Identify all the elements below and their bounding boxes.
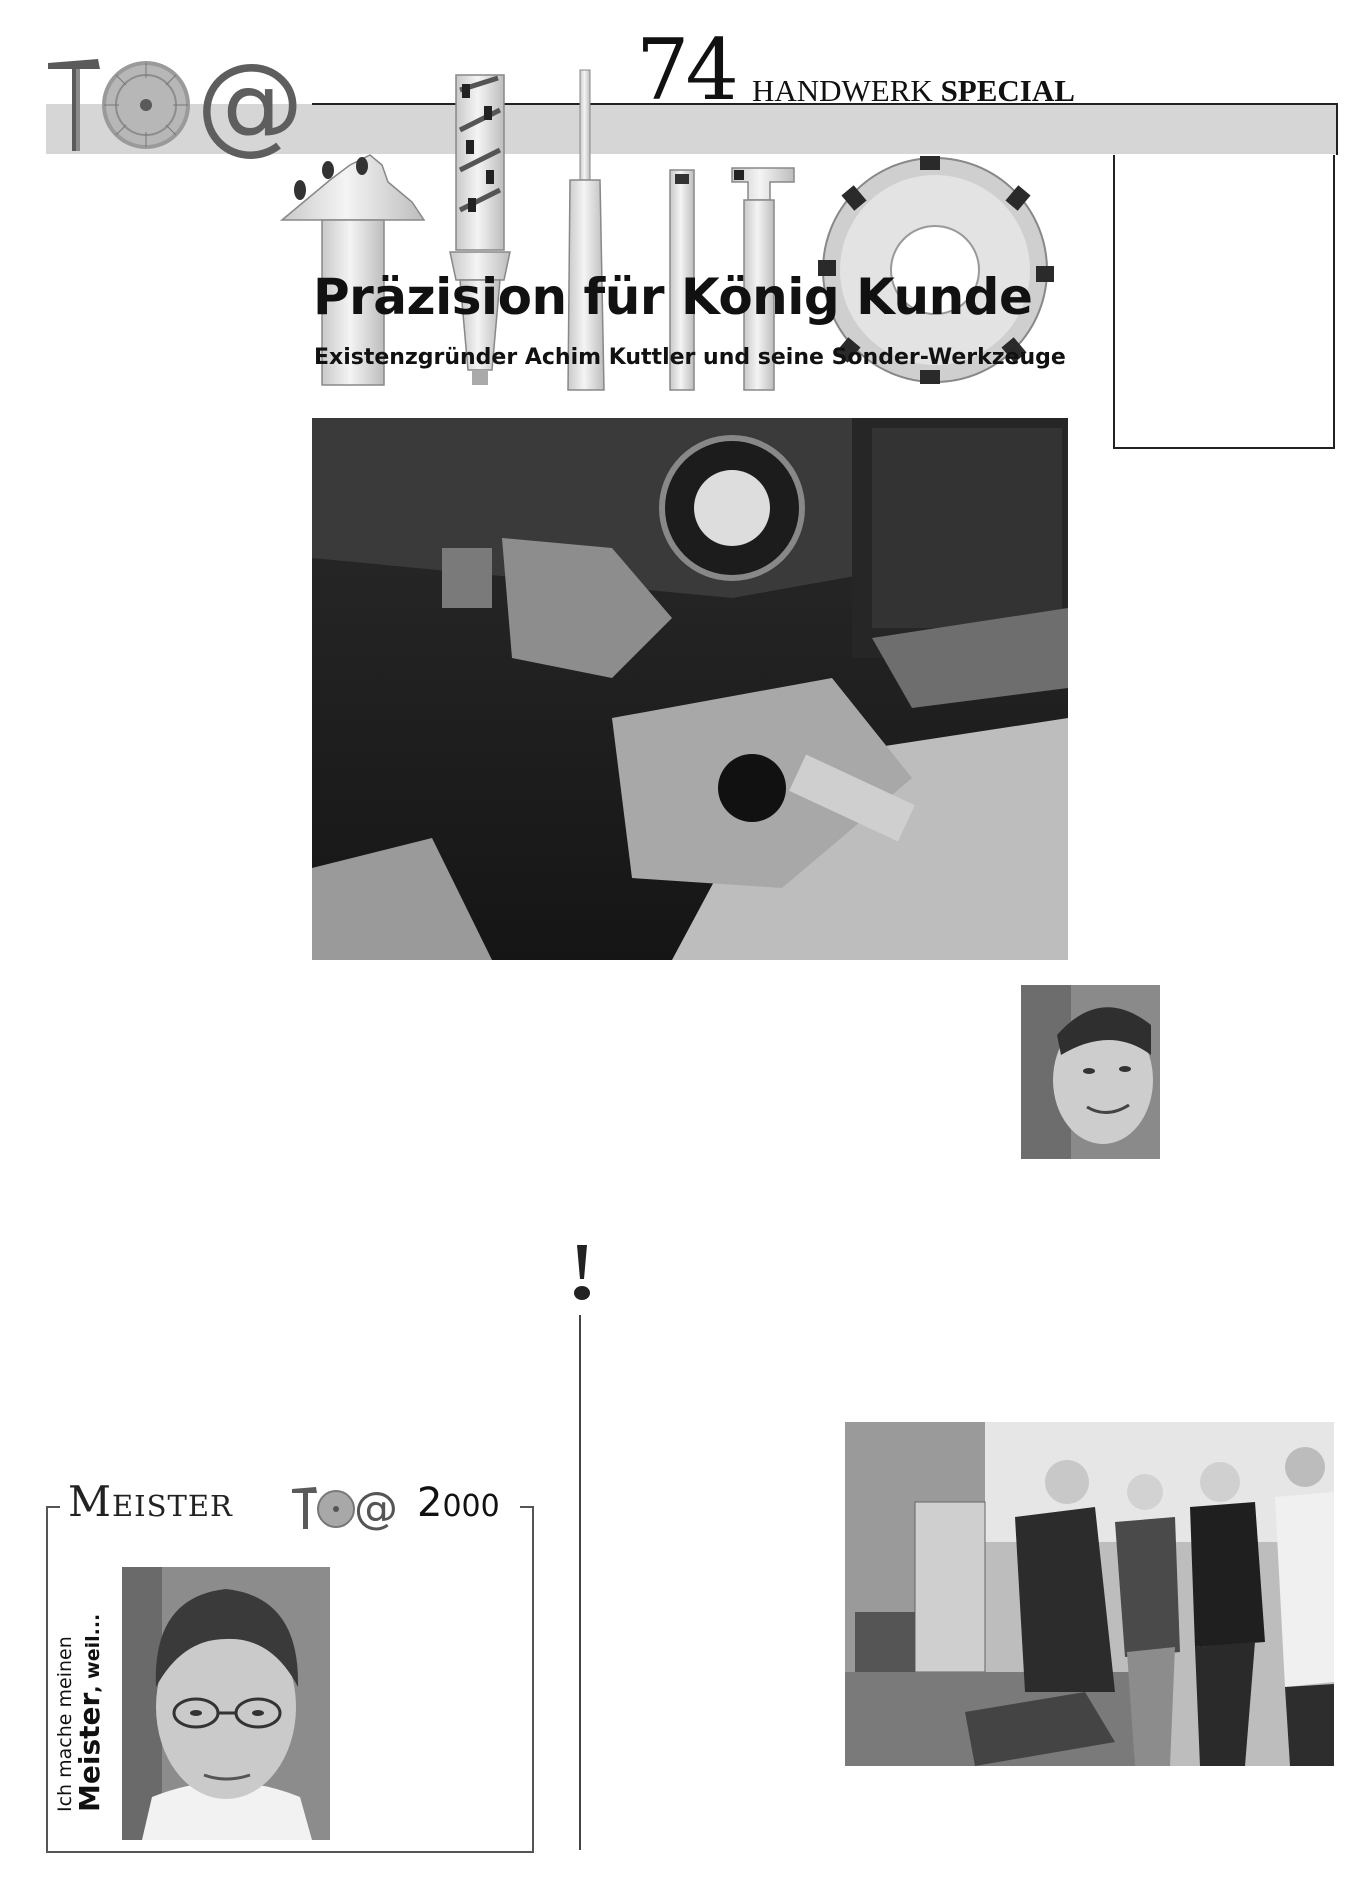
meister-heading: Meister bbox=[68, 1477, 233, 1526]
meister-year-big: 2 bbox=[417, 1480, 443, 1526]
column-divider bbox=[579, 1315, 581, 1850]
page-number: 74 bbox=[636, 21, 735, 119]
saw-disc-logo-icon bbox=[98, 58, 194, 152]
meister-frame-corner bbox=[46, 1506, 60, 1508]
meister-caption-line1: Ich mache meinen bbox=[54, 1636, 76, 1812]
portrait-photo-apprentice bbox=[122, 1567, 330, 1840]
meister-frame-corner bbox=[520, 1506, 534, 1508]
workshop-team-photo bbox=[845, 1422, 1334, 1766]
meister-caption-vertical bbox=[52, 1614, 105, 1812]
meister-year bbox=[417, 1480, 500, 1530]
meister-caption-word: Meister bbox=[73, 1692, 106, 1812]
meister-caption-rest: , weil... bbox=[82, 1613, 104, 1693]
machine-photo bbox=[312, 418, 1068, 960]
section-title-regular: HANDWERK bbox=[752, 73, 933, 108]
meister-caption-line2 bbox=[73, 1613, 106, 1812]
svg-text:@: @ bbox=[354, 1483, 398, 1534]
exclamation-icon bbox=[570, 1243, 594, 1303]
spiral-mill-icon bbox=[450, 75, 510, 385]
portrait-photo-kuttler bbox=[1021, 985, 1160, 1159]
article-subheadline: Existenzgründer Achim Kuttler und seine Sonder-Werkzeuge bbox=[314, 345, 1066, 370]
sidebar-box bbox=[1113, 155, 1335, 449]
meister-logo-icon bbox=[290, 1483, 400, 1534]
header-rule-right bbox=[1336, 103, 1338, 155]
svg-text:@: @ bbox=[196, 41, 304, 166]
drill-bit-icon bbox=[568, 70, 604, 390]
meister-year-small: 000 bbox=[442, 1489, 500, 1524]
article-headline: Präzision für König Kunde bbox=[313, 268, 1033, 326]
section-title-bold: SPECIAL bbox=[940, 73, 1075, 108]
tools-illustration bbox=[270, 70, 1090, 390]
hammer-logo-icon bbox=[46, 55, 102, 155]
